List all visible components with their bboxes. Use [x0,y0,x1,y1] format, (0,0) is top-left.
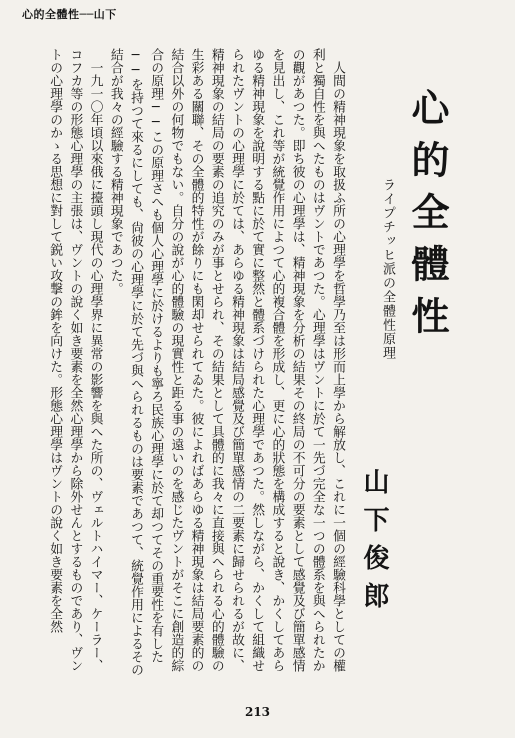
running-header: 心的全體性──山下 [22,8,117,21]
author-name: 山下俊郎 [359,468,389,620]
article-subtitle: ライプチッヒ派の全體性原理 [380,178,395,360]
paragraph: 一九一〇年頃以來俄に擡頭し現代の心理學界に異常の影響を與へた所の、ヴェルトハイマー、ケーラー、コフカ等の形態心理學の主張は、ヴントの說く如き要素を全然心理學から除外せんとするものであり、ヴントの心理學のかゝる思想に對して鋭い攻撃の鉾を向けた。形態心理學はヴントの說く如き要素を全然 [47,48,103,672]
article-title: 心的全體性 [405,88,450,348]
body-text [17,48,347,678]
page-number: 213 [244,705,271,719]
paragraph: 人間の精神現象を取扱ふ所の心理學を哲學乃至は形而上學から解放し、これに一個の經驗科學としての權利と獨自性を與へたものはヴントであつた。心理學はヴントに於て一先づ完全な一つの體系を與へられたかの觀があつた。即ち彼の心理學は、精神現象を分析の結果その終局の不可分の要素として感覺及び簡單感情を見出し、これ等が統覺作用によつて心的複合體を形成し、更に心的狀態を構成すると說き、かくしてあらゆる精神現象を說明する點に於て實に整然と體系づけられた心理學であつた。然しながら、かくして組織せられたヴントの心理學に於ては、あらゆる精神現象は結局感覺及び簡單感情の二要素に歸せられるが故に、精神現象の結局の要素の追究のみが事とせられ、その結果として具體的に我々に直接與へられる心的體驗の生彩ある關聯、その全體的特性が餘りにも閑却せられてゐた。彼によればあらゆる精神現象は結局要素的の結合以外の何物でもない。自分の說が心的體驗の現實性と距る事の遠いのを感じたヴントがそこに創造的綜合の原理──この原理さへも個人心理學に於けるよりも寧ろ民族心理學に於て却つてその重要性を有した──を持つて來るにしても、尙彼の心理學に於て先づ與へられるものは要素であつて、統覺作用によるその結合が我々の經驗する精神現象であつた。 [107,48,345,677]
